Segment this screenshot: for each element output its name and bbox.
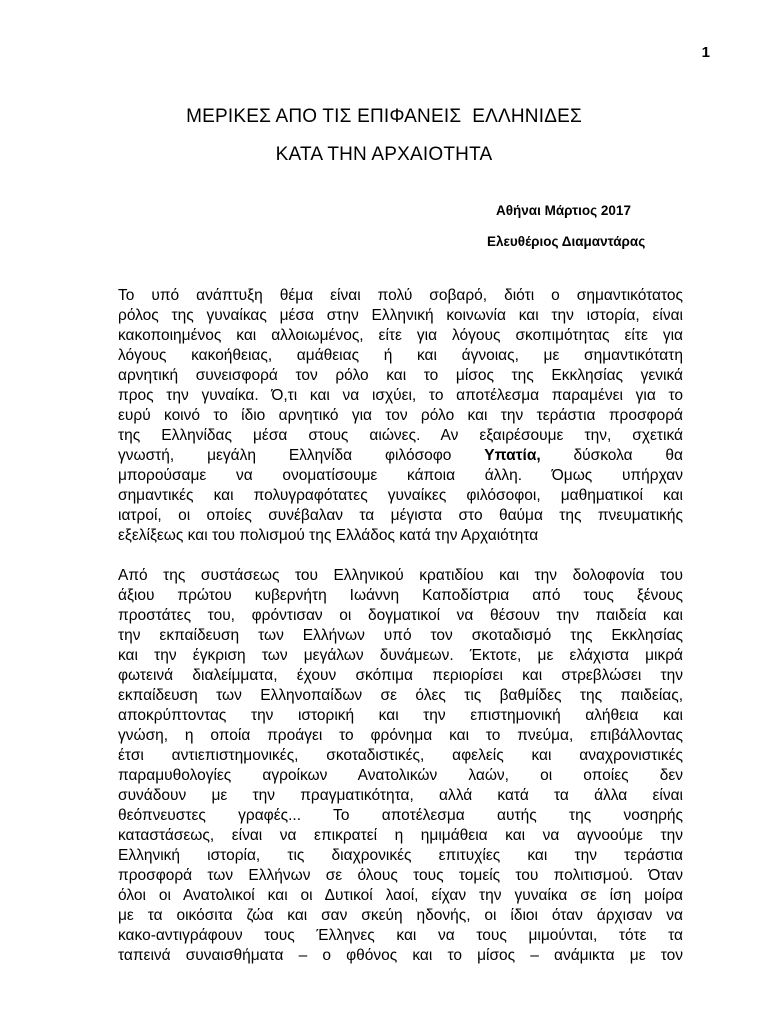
paragraph-1 — [118, 286, 683, 546]
text-line: Από της συστάσεως του Ελληνικού κρατιδίου και την δολοφονία του — [118, 567, 683, 584]
text-line: κακοποιημένος και αλλοιωμένος, είτε για λόγους σκοπιμότητας είτε για — [118, 327, 683, 344]
text-line: αποκρύπτοντας την ιστορική και την επιστημονική αλήθεια και — [118, 707, 683, 724]
text-line: εκπαίδευση των Ελληνοπαίδων σε όλες τις βαθμίδες της παιδείας, — [118, 687, 683, 704]
text-line: άξιου πρώτου κυβερνήτη Ιωάννη Καποδίστρια από τους ξένους — [118, 587, 683, 604]
text-line: καταστάσεως, είναι να επικρατεί η ημιμάθεια και να αγνοούμε την — [118, 827, 683, 844]
title-line-2: ΚΑΤΑ ΤΗΝ ΑΡΧΑΙΟΤΗΤΑ — [275, 144, 493, 165]
text-line: αρνητική συνεισφορά τον ρόλο και το μίσος της Εκκλησίας γενικά — [118, 367, 683, 384]
emphasized-name: Υπατία, — [484, 447, 541, 464]
text-line: γνώση, η οποία προάγει το φρόνημα και το πνεύμα, επιβάλλοντας — [118, 727, 683, 744]
text-line-with-emphasis — [118, 446, 683, 466]
text-line: της Ελληνίδας μέσα στους αιώνες. Αν εξαιρέσουμε την, σχετικά — [118, 427, 683, 444]
text-line: μπορούσαμε να ονοματίσουμε κάποια άλλη. Όμως υπήρχαν — [118, 467, 683, 484]
text-line: θεόπνευστες γραφές... Το αποτέλεσμα αυτής της νοσηρής — [118, 807, 683, 824]
text-line: Ελληνική ιστορία, τις διαχρονικές επιτυχίες και την τεράστια — [118, 847, 683, 864]
text-line: προς την γυναίκα. Ό,τι και να ισχύει, το αποτέλεσμα παραμένει για το — [118, 387, 683, 404]
text-line: παραμυθολογίες αγροίκων Ανατολικών λαών, οι οποίες δεν — [118, 767, 683, 784]
text-line: ιατροί, οι οποίες συνέβαλαν τα μέγιστα στο θαύμα της πνευματικής — [118, 507, 683, 524]
document-date: Αθήναι Μάρτιος 2017 — [496, 203, 631, 218]
text-line: προστάτες του, φρόντισαν οι δογματικοί να θέσουν την παιδεία και — [118, 607, 683, 624]
text-line: και την έγκριση των μεγάλων δυνάμεων. Έκτοτε, με ελάχιστα μικρά — [118, 647, 683, 664]
document-title — [0, 98, 768, 174]
text-line: ρόλος της γυναίκας μέσα στην Ελληνική κοινωνία και την ιστορία, είναι — [118, 307, 683, 324]
document-author: Ελευθέριος Διαμαντάρας — [487, 234, 646, 249]
document-meta — [487, 200, 645, 253]
text-segment: δύσκολα θα — [540, 447, 683, 464]
text-line: συνάδουν με την πραγματικότητα, αλλά κατά τα άλλα είναι — [118, 787, 683, 804]
text-line: όλοι οι Ανατολικοί και οι Δυτικοί λαοί, είχαν την γυναίκα σε ίση μοίρα — [118, 887, 683, 904]
paragraph-2 — [118, 566, 683, 966]
text-line: σημαντικές και πολυγραφότατες γυναίκες φιλόσοφοι, μαθηματικοί και — [118, 487, 683, 504]
page-number: 1 — [701, 44, 710, 61]
text-line: με τα οικόσιτα ζώα και σαν σκεύη ηδονής, οι ίδιοι όταν άρχισαν να — [118, 907, 683, 924]
text-line: εξελίξεως και του πολισμού της Ελλάδος κατά την Αρχαιότητα — [118, 527, 539, 544]
title-line-1: ΜΕΡΙΚΕΣ ΑΠΟ ΤΙΣ ΕΠΙΦΑΝΕΙΣ ΕΛΛΗΝΙΔΕΣ — [186, 106, 582, 127]
text-line: Το υπό ανάπτυξη θέμα είναι πολύ σοβαρό, διότι ο σημαντικότατος — [118, 287, 683, 304]
text-line: λόγους κακοήθειας, αμάθειας ή και άγνοιας, με σημαντικότατη — [118, 347, 683, 364]
text-line: ευρύ κοινό το ίδιο αρνητικό για τον ρόλο και την τεράστια προσφορά — [118, 407, 683, 424]
document-body — [118, 286, 683, 966]
text-line: ταπεινά συναισθήματα – ο φθόνος και το μίσος – ανάμικτα με τον — [118, 947, 683, 964]
text-segment: γνωστή, μεγάλη Ελληνίδα φιλόσοφο — [118, 447, 485, 464]
text-line: έτσι αντιεπιστημονικές, σκοταδιστικές, αφελείς και αναχρονιστικές — [118, 747, 683, 764]
text-line: φωτεινά διαλείμματα, έχουν σκόπιμα περιορίσει και στρεβλώσει την — [118, 667, 683, 684]
text-line: την εκπαίδευση των Ελλήνων υπό τον σκοταδισμό της Εκκλησίας — [118, 627, 683, 644]
paragraph-gap — [118, 546, 683, 566]
text-line: προσφορά των Ελλήνων σε όλους τους τομείς του πολιτισμού. Όταν — [118, 867, 683, 884]
text-line: κακο-αντιγράφουν τους Έλληνες και να τους μιμούνται, τότε τα — [118, 927, 683, 944]
